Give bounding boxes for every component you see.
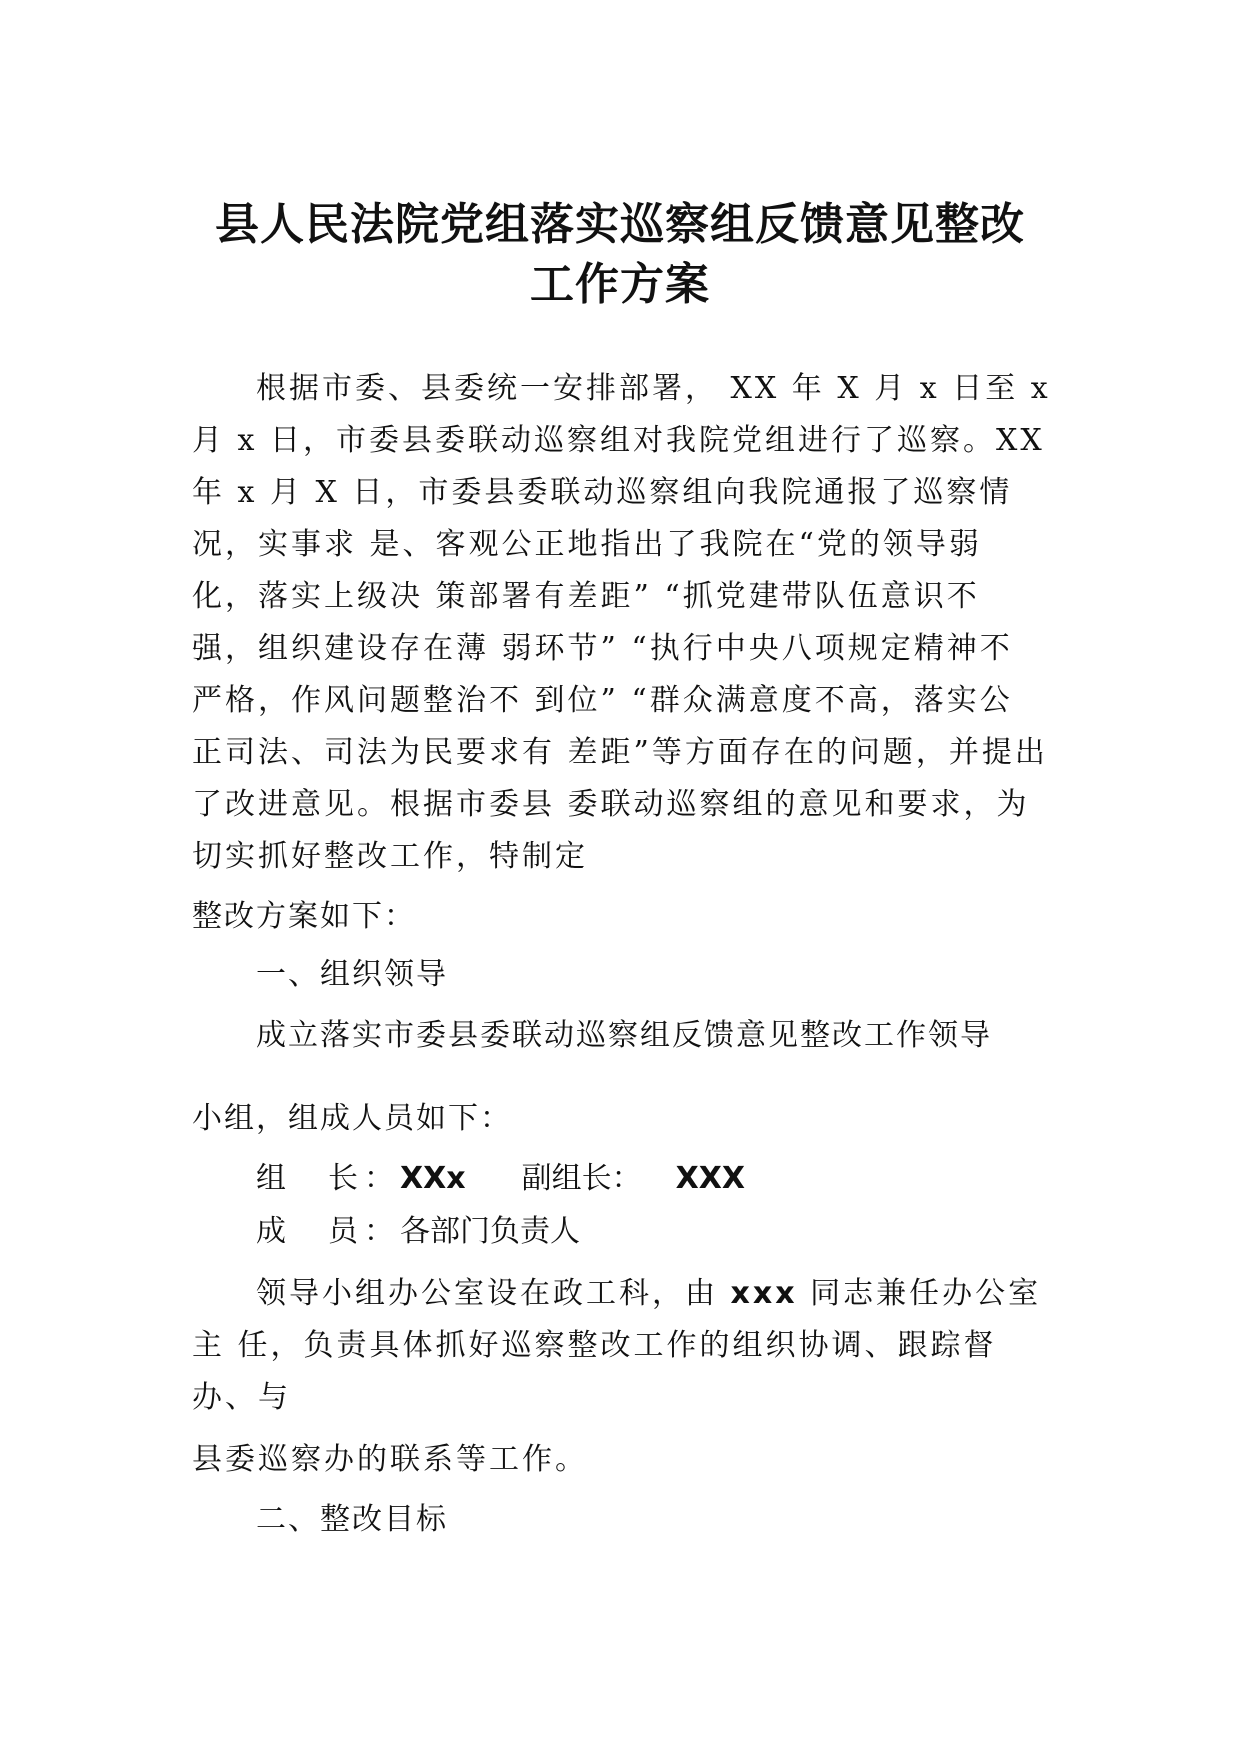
office-paragraph-line: 办、与 — [192, 1380, 291, 1415]
office-director-name: xxx — [730, 1276, 798, 1311]
roster-deputy-label: 副组长： — [521, 1161, 642, 1196]
roster-members-label: 成 员： — [256, 1214, 400, 1249]
intro-paragraph-line: 了改进意见。根据市委县 委联动巡察组的意见和要求，为 — [192, 787, 1030, 822]
office-text-after-name: 同志兼任办公室 — [797, 1276, 1042, 1311]
roster-deputy-value: XXX — [675, 1161, 746, 1196]
section-1-paragraph-line: 成立落实市委县委联动巡察组反馈意见整改工作领导 — [256, 1018, 992, 1053]
plan-intro-line: 整改方案如下： — [192, 899, 416, 934]
section-2-heading: 二、整改目标 — [256, 1502, 448, 1537]
section-1-paragraph-line: 小组，组成人员如下： — [192, 1101, 512, 1136]
roster-members-line — [256, 1212, 1072, 1252]
intro-paragraph-line: 况，实事求 是、客观公正地指出了我院在“党的领导弱 — [192, 527, 982, 562]
roster-members-value: 各部门负责人 — [400, 1214, 580, 1249]
office-paragraph-line — [256, 1274, 1072, 1314]
roster-leader-value: XXx — [400, 1161, 466, 1196]
roster-leader-line — [256, 1159, 1072, 1199]
document-title-line-2: 工作方案 — [530, 259, 710, 310]
intro-paragraph-line: 切实抓好整改工作，特制定 — [192, 839, 588, 874]
intro-paragraph-line: 强，组织建设存在薄 弱环节” “执行中央八项规定精神不 — [192, 631, 1013, 666]
office-paragraph-line: 县委巡察办的联系等工作。 — [192, 1442, 588, 1477]
roster-leader-label: 组 长： — [256, 1161, 400, 1196]
office-paragraph-line: 主 任，负责具体抓好巡察整改工作的组织协调、跟踪督 — [192, 1328, 997, 1363]
intro-paragraph-line: 严格，作风问题整治不 到位” “群众满意度不高，落实公 — [192, 683, 1013, 718]
intro-paragraph-line: 根据市委、县委统一安排部署， XX 年 X 月 x 日至 x — [256, 371, 1051, 406]
intro-paragraph-line: 正司法、司法为民要求有 差距”等方面存在的问题，并提出 — [192, 735, 1048, 770]
intro-paragraph-line: 年 x 月 X 日，市委县委联动巡察组向我院通报了巡察情 — [192, 475, 1013, 510]
intro-paragraph-line: 化，落实上级决 策部署有差距” “抓党建带队伍意识不 — [192, 579, 980, 614]
document-title-line-1: 县人民法院党组落实巡察组反馈意见整改 — [215, 199, 1025, 250]
intro-paragraph-line: 月 x 日，市委县委联动巡察组对我院党组进行了巡察。XX — [192, 423, 1045, 458]
office-text-before-name: 领导小组办公室设在政工科，由 — [256, 1276, 731, 1311]
section-1-heading: 一、组织领导 — [256, 957, 448, 992]
